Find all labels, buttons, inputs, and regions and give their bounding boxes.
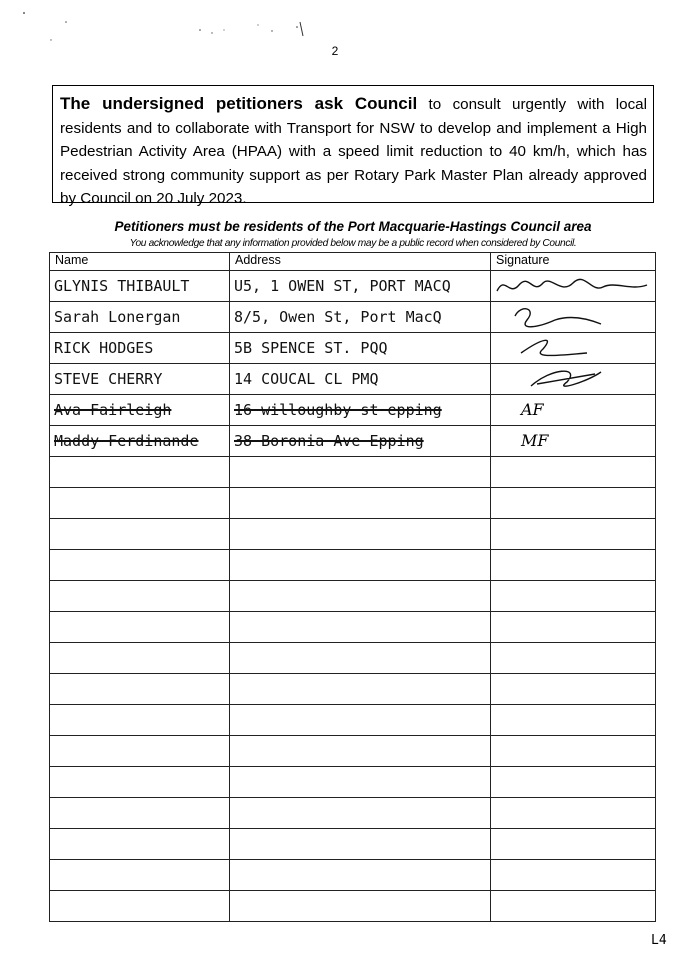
address-cell: [230, 457, 491, 488]
table-row: [50, 860, 656, 891]
handwritten-address: 14 COUCAL CL PMQ: [234, 369, 379, 388]
signature-cell: [491, 860, 656, 891]
handwritten-signature: [491, 772, 521, 791]
handwritten-signature: [491, 865, 521, 884]
signature-cell: [491, 891, 656, 922]
handwritten-signature: [491, 648, 521, 667]
signature-cell: [491, 736, 656, 767]
signature-cell: [491, 395, 656, 426]
signature-cell: [491, 798, 656, 829]
table-row: [50, 612, 656, 643]
signature-cell: [491, 364, 656, 395]
handwritten-name: Maddy Ferdinande: [54, 431, 199, 450]
handwritten-address: 38 Boronia Ave Epping: [234, 431, 424, 450]
name-cell: [50, 333, 230, 364]
table-row: [50, 333, 656, 364]
name-cell: [50, 488, 230, 519]
table-row: [50, 426, 656, 457]
name-cell: [50, 798, 230, 829]
table-row: [50, 643, 656, 674]
table-row: [50, 674, 656, 705]
address-cell: [230, 860, 491, 891]
table-row: [50, 488, 656, 519]
address-cell: [230, 829, 491, 860]
petition-body: to consult urgently with local residents and to collaborate with Transport for NSW to develop and implement a High Pedestrian Activity Area (HPAA) with a speed limit reduction to 40 km/h, which has received strong community support as per Rotary Park Master Plan already approved by Council on 20 July 2023.: [60, 96, 647, 207]
address-cell: [230, 643, 491, 674]
address-cell: [230, 364, 491, 395]
handwritten-signature: [491, 834, 521, 853]
signature-cell: [491, 488, 656, 519]
signature-scribble: [491, 271, 655, 301]
address-cell: [230, 736, 491, 767]
handwritten-signature: [491, 462, 521, 481]
table-row: [50, 364, 656, 395]
handwritten-name: Ava Fairleigh: [54, 400, 172, 419]
handwritten-address: 8/5, Owen St, Port MacQ: [234, 307, 442, 326]
handwritten-signature: [491, 555, 521, 574]
handwritten-signature: AF: [521, 400, 544, 419]
table-row: [50, 519, 656, 550]
handwritten-address: 16 willoughby st epping: [234, 400, 442, 419]
signature-cell: [491, 705, 656, 736]
residency-note: Petitioners must be residents of the Port Macquarie-Hastings Council area: [114, 219, 592, 234]
handwritten-name: STEVE CHERRY: [54, 369, 163, 388]
signature-cell: [491, 674, 656, 705]
name-cell: [50, 302, 230, 333]
table-row: [50, 736, 656, 767]
name-column-header: Name: [50, 253, 230, 271]
handwritten-signature: [491, 679, 521, 698]
name-cell: [50, 891, 230, 922]
name-cell: [50, 271, 230, 302]
handwritten-name: GLYNIS THIBAULT: [54, 276, 190, 295]
address-cell: [230, 891, 491, 922]
name-cell: [50, 705, 230, 736]
handwritten-signature: [491, 741, 521, 760]
signature-cell: [491, 581, 656, 612]
handwritten-signature: [491, 586, 521, 605]
table-row: [50, 302, 656, 333]
name-cell: [50, 581, 230, 612]
table-row: [50, 891, 656, 922]
address-cell: [230, 705, 491, 736]
table-row: [50, 550, 656, 581]
table-row: [50, 705, 656, 736]
address-cell: [230, 612, 491, 643]
address-cell: [230, 488, 491, 519]
signature-cell: [491, 457, 656, 488]
address-cell: [230, 798, 491, 829]
signature-cell: [491, 271, 656, 302]
name-cell: [50, 519, 230, 550]
handwritten-signature: MF: [521, 431, 549, 450]
address-cell: [230, 767, 491, 798]
signature-cell: [491, 426, 656, 457]
address-cell: [230, 674, 491, 705]
table-header-row: [50, 253, 656, 271]
handwritten-signature: [491, 524, 521, 543]
table-row: [50, 271, 656, 302]
table-row: [50, 767, 656, 798]
address-cell: [230, 271, 491, 302]
signature-cell: [491, 519, 656, 550]
address-cell: [230, 550, 491, 581]
name-cell: [50, 643, 230, 674]
table-row: [50, 829, 656, 860]
handwritten-signature: [491, 803, 521, 822]
name-cell: [50, 860, 230, 891]
address-cell: [230, 519, 491, 550]
handwritten-address: 5B SPENCE ST. PQQ: [234, 338, 388, 357]
address-cell: [230, 395, 491, 426]
handwritten-name: RICK HODGES: [54, 338, 154, 357]
signature-scribble: [491, 333, 655, 363]
public-record-disclaimer: You acknowledge that any information provided below may be a public record when considered by Council.: [129, 238, 577, 249]
handwritten-signature: [491, 493, 521, 512]
address-cell: [230, 333, 491, 364]
signature-table: [49, 252, 656, 922]
handwritten-signature: [491, 896, 521, 915]
signature-cell: [491, 612, 656, 643]
table-row: [50, 798, 656, 829]
name-cell: [50, 550, 230, 581]
petition-statement: [52, 85, 654, 207]
corner-mark: L4: [651, 933, 667, 948]
signature-cell: [491, 550, 656, 581]
name-cell: [50, 457, 230, 488]
signature-cell: [491, 302, 656, 333]
handwritten-address: U5, 1 OWEN ST, PORT MACQ: [234, 276, 451, 295]
table-row: [50, 457, 656, 488]
signature-scribble: [491, 302, 655, 332]
table-row: [50, 395, 656, 426]
signature-cell: [491, 829, 656, 860]
address-cell: [230, 302, 491, 333]
name-cell: [50, 736, 230, 767]
signature-cell: [491, 333, 656, 364]
name-cell: [50, 674, 230, 705]
address-column-header: Address: [230, 253, 491, 271]
signature-cell: [491, 643, 656, 674]
address-cell: [230, 426, 491, 457]
table-row: [50, 581, 656, 612]
name-cell: [50, 364, 230, 395]
handwritten-name: Sarah Lonergan: [54, 307, 181, 326]
page-number: 2: [331, 44, 339, 58]
address-cell: [230, 581, 491, 612]
signature-scribble: [491, 364, 655, 394]
name-cell: [50, 612, 230, 643]
name-cell: [50, 395, 230, 426]
name-cell: [50, 767, 230, 798]
handwritten-signature: [491, 710, 521, 729]
petition-lead: The undersigned petitioners ask Council: [60, 94, 418, 113]
handwritten-signature: [491, 617, 521, 636]
name-cell: [50, 829, 230, 860]
signature-column-header: Signature: [491, 253, 656, 271]
signature-cell: [491, 767, 656, 798]
name-cell: [50, 426, 230, 457]
